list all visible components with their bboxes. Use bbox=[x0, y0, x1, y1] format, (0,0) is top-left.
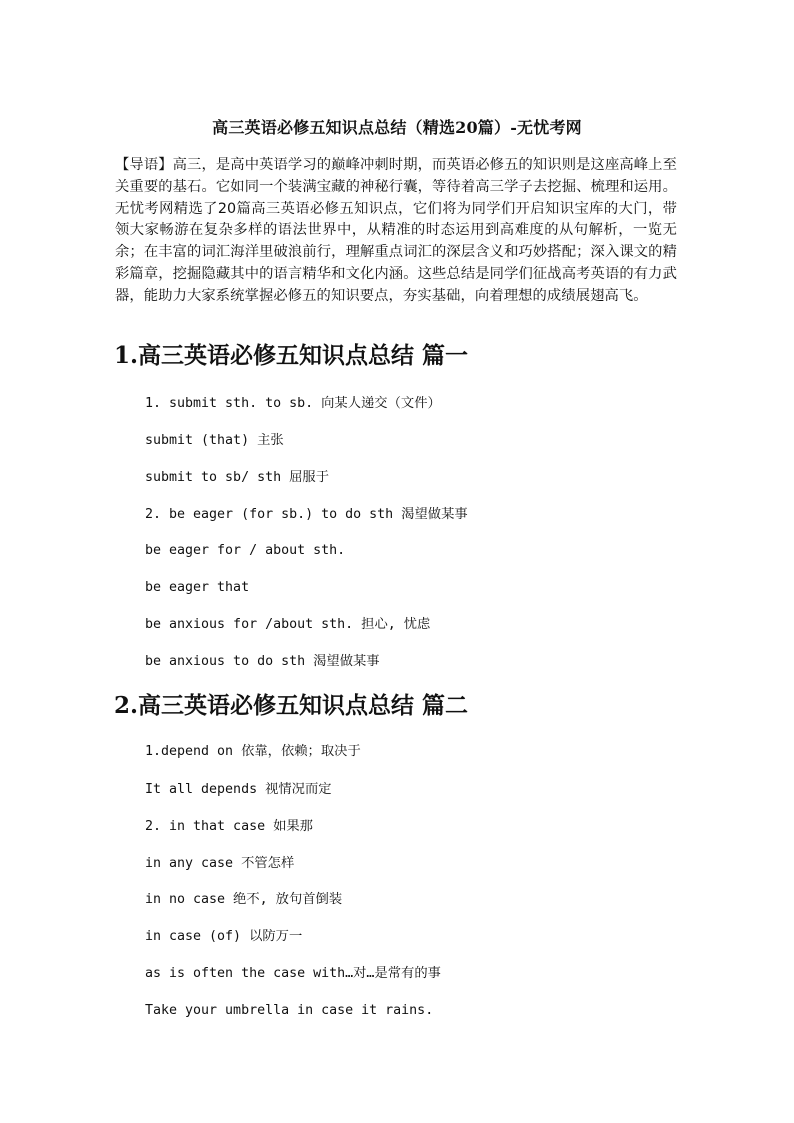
list-item: in case (of) 以防万一 bbox=[145, 929, 303, 944]
section-heading-1: 1.高三英语必修五知识点总结 篇一 bbox=[114, 342, 469, 369]
list-item: be anxious for /about sth. 担心, 忧虑 bbox=[145, 617, 431, 632]
list-item: It all depends 视情况而定 bbox=[145, 782, 332, 797]
list-item: in any case 不管怎样 bbox=[145, 856, 295, 871]
list-item: be eager for / about sth. bbox=[145, 543, 346, 558]
list-item: 1. submit sth. to sb. 向某人递交（文件） bbox=[145, 396, 441, 411]
list-item: 1.depend on 依靠，依赖；取决于 bbox=[145, 744, 361, 759]
list-item: Take your umbrella in case it rains. bbox=[145, 1003, 434, 1018]
list-item: 2. be eager (for sb.) to do sth 渴望做某事 bbox=[145, 507, 468, 522]
list-item: as is often the case with…对…是常有的事 bbox=[145, 966, 441, 981]
list-item: submit to sb/ sth 屈服于 bbox=[145, 470, 329, 485]
section-heading-2: 2.高三英语必修五知识点总结 篇二 bbox=[114, 692, 469, 719]
list-item: be eager that bbox=[145, 580, 250, 595]
intro-paragraph: 【导语】高三，是高中英语学习的巅峰冲刺时期，而英语必修五的知识则是这座高峰上至关重要的基石。它如同一个装满宝藏的神秘行囊，等待着高三学子去挖掘、梳理和运用。无忧考网精选了20篇高三英语必修五知识点，它们将为同学们开启知识宝库的大门，带领大家畅游在复杂多样的语法世界中，从精准的时态运用到高难度的从句解析，一览无余；在丰富的词汇海洋里破浪前行，理解重点词汇的深层含义和巧妙搭配；深入课文的精彩篇章，挖掘隐藏其中的语言精华和文化内涵。这些总结是同学们征战高考英语的有力武器，能助力大家系统掌握必修五的知识要点，夯实基础，向着理想的成绩展翅高飞。 bbox=[115, 157, 677, 304]
list-item: be anxious to do sth 渴望做某事 bbox=[145, 654, 380, 669]
list-item: in no case 绝不, 放句首倒装 bbox=[145, 892, 343, 907]
document-title: 高三英语必修五知识点总结（精选20篇）-无忧考网 bbox=[212, 118, 582, 137]
list-item: submit (that) 主张 bbox=[145, 433, 284, 448]
list-item: 2. in that case 如果那 bbox=[145, 819, 313, 834]
